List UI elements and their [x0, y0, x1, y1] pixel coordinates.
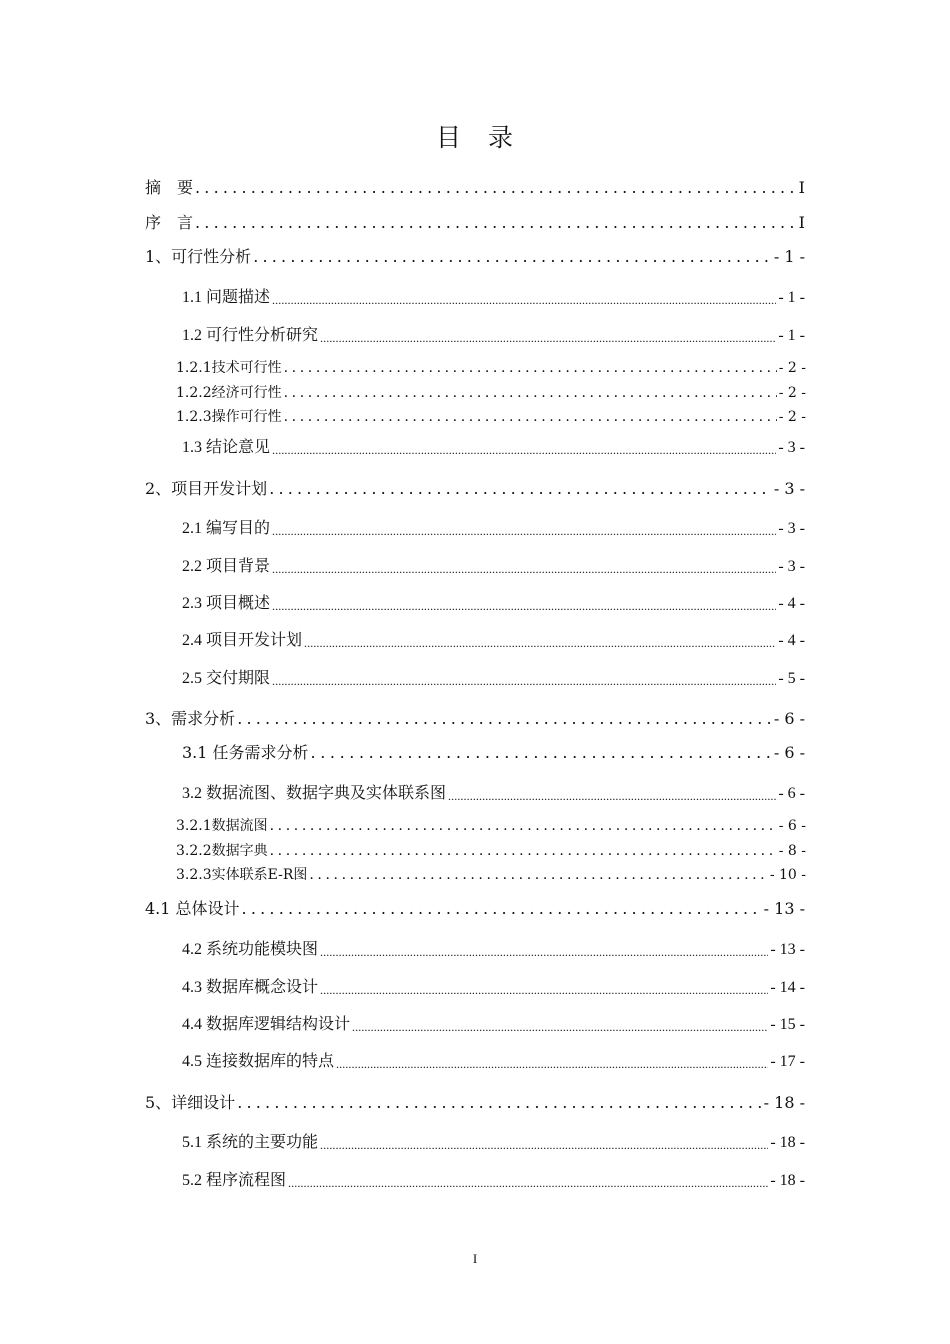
- toc-entry-1-2[interactable]: [182, 324, 805, 344]
- toc-entry-5-2[interactable]: [182, 1169, 805, 1189]
- toc-entry-page: - 18 -: [770, 1172, 805, 1189]
- toc-entry-label: 1.2.1技术可行性: [176, 360, 282, 376]
- toc-entry-label: 3.2.2数据字典: [176, 843, 268, 859]
- toc-leader-dots: [309, 868, 767, 882]
- toc-entry-5[interactable]: [145, 1091, 805, 1111]
- toc-entry-label: 3.2 数据流图、数据字典及实体联系图: [182, 785, 447, 802]
- toc-entry-2-5[interactable]: [182, 667, 805, 687]
- toc-leader-dots: [272, 600, 776, 612]
- toc-leader-dots: [272, 675, 776, 687]
- toc-entry-page: - 18 -: [770, 1134, 805, 1151]
- toc-entry-page: - 3 -: [778, 520, 805, 537]
- toc-entry-page: - 5 -: [778, 670, 805, 687]
- toc-leader-dots: [304, 637, 776, 649]
- toc-entry-label: 5.2 程序流程图: [182, 1172, 287, 1189]
- toc-leader-dots: [242, 901, 762, 917]
- toc-leader-dots: [270, 844, 777, 858]
- toc-entry-3-1[interactable]: [182, 741, 805, 761]
- toc-entry-page: - 2 -: [778, 385, 806, 401]
- toc-entry-4-3[interactable]: [182, 976, 805, 996]
- toc-entry-page: - 14 -: [770, 979, 805, 996]
- toc-entry-1-3[interactable]: [182, 436, 805, 456]
- toc-entry-page: - 8 -: [778, 843, 806, 859]
- toc-entry-label: 3.2.3实体联系E-R图: [176, 867, 308, 883]
- toc-entry-page: I: [798, 213, 805, 232]
- toc-entry-3-2-1[interactable]: [176, 813, 806, 833]
- toc-entry-3-2-3[interactable]: [176, 862, 806, 882]
- toc-entry-page: - 1 -: [778, 289, 805, 306]
- toc-entry-page: - 4 -: [778, 595, 805, 612]
- toc-leader-dots: [320, 1139, 768, 1151]
- page-title: 目 录: [435, 123, 514, 152]
- toc-entry-label: 3、需求分析: [145, 709, 236, 728]
- toc-entry-page: - 6 -: [773, 743, 805, 762]
- toc-entry-page: - 18 -: [763, 1093, 805, 1112]
- toc-leader-dots: [320, 332, 776, 344]
- toc-leader-dots: [253, 249, 772, 265]
- toc-leader-dots: [336, 1058, 768, 1070]
- page-number: I: [472, 1251, 478, 1266]
- toc-entry-label: 序 言: [145, 213, 194, 232]
- toc-entry-label: 4.2 系统功能模块图: [182, 941, 319, 958]
- toc-entry-page: - 4 -: [778, 632, 805, 649]
- toc-entry-1-2-1[interactable]: [176, 355, 806, 375]
- toc-entry-2-1[interactable]: [182, 517, 805, 537]
- toc-entry-3[interactable]: [145, 707, 805, 727]
- toc-entry-label: 4.1 总体设计: [145, 899, 240, 918]
- toc-entry-abstract[interactable]: [145, 176, 805, 196]
- toc-entry-page: - 13 -: [770, 941, 805, 958]
- toc-leader-dots: [284, 386, 777, 400]
- toc-entry-1[interactable]: [145, 245, 805, 265]
- toc-leader-dots: [195, 215, 797, 231]
- toc-leader-dots: [448, 790, 776, 802]
- toc-entry-page: - 3 -: [778, 439, 805, 456]
- toc-entry-2-3[interactable]: [182, 592, 805, 612]
- toc-leader-dots: [320, 946, 768, 958]
- toc-entry-page: - 2 -: [778, 409, 806, 425]
- toc-entry-label: 5.1 系统的主要功能: [182, 1134, 319, 1151]
- toc-leader-dots: [284, 361, 777, 375]
- toc-entry-label: 3.1 任务需求分析: [182, 743, 309, 762]
- toc-leader-dots: [272, 294, 776, 306]
- toc-entry-label: 2、项目开发计划: [145, 479, 268, 498]
- toc-entry-2[interactable]: [145, 477, 805, 497]
- toc-entry-4-2[interactable]: [182, 938, 805, 958]
- toc-entry-page: - 6 -: [773, 709, 805, 728]
- toc-entry-1-2-2[interactable]: [176, 380, 806, 400]
- toc-entry-label: 1、可行性分析: [145, 247, 252, 266]
- toc-entry-preface[interactable]: [145, 211, 805, 231]
- toc-entry-1-2-3[interactable]: [176, 404, 806, 424]
- toc-leader-dots: [284, 410, 777, 424]
- toc-entry-label: 2.5 交付期限: [182, 670, 271, 687]
- toc-entry-5-1[interactable]: [182, 1131, 805, 1151]
- toc-entry-label: 4.4 数据库逻辑结构设计: [182, 1016, 351, 1033]
- toc-entry-page: - 2 -: [778, 360, 806, 376]
- toc-leader-dots: [311, 745, 772, 761]
- toc-leader-dots: [352, 1021, 768, 1033]
- toc-entry-4-5[interactable]: [182, 1050, 805, 1070]
- toc-entry-label: 2.1 编写目的: [182, 520, 271, 537]
- toc-entry-label: 2.4 项目开发计划: [182, 632, 303, 649]
- toc-entry-3-2[interactable]: [182, 782, 805, 802]
- toc-leader-dots: [320, 984, 768, 996]
- toc-entry-3-2-2[interactable]: [176, 838, 806, 858]
- toc-leader-dots: [195, 180, 797, 196]
- toc-entry-4-4[interactable]: [182, 1013, 805, 1033]
- toc-entry-label: 4.5 连接数据库的特点: [182, 1053, 335, 1070]
- toc-leader-dots: [272, 444, 776, 456]
- toc-leader-dots: [269, 481, 772, 497]
- toc-entry-label: 1.2.2经济可行性: [176, 385, 282, 401]
- toc-entry-page: I: [798, 178, 805, 197]
- toc-leader-dots: [237, 711, 772, 727]
- toc-entry-label: 1.2 可行性分析研究: [182, 327, 319, 344]
- toc-entry-label: 1.3 结论意见: [182, 439, 271, 456]
- toc-leader-dots: [272, 563, 776, 575]
- toc-entry-4-1[interactable]: [145, 897, 805, 917]
- toc-entry-2-4[interactable]: [182, 629, 805, 649]
- toc-entry-label: 摘 要: [145, 178, 194, 197]
- toc-entry-page: - 6 -: [778, 818, 806, 834]
- toc-entry-page: - 3 -: [778, 558, 805, 575]
- toc-entry-label: 2.2 项目背景: [182, 558, 271, 575]
- toc-leader-dots: [288, 1177, 768, 1189]
- toc-entry-1-1[interactable]: [182, 286, 805, 306]
- toc-leader-dots: [270, 819, 777, 833]
- toc-entry-label: 2.3 项目概述: [182, 595, 271, 612]
- toc-leader-dots: [272, 525, 776, 537]
- toc-entry-page: - 6 -: [778, 785, 805, 802]
- toc-entry-label: 1.1 问题描述: [182, 289, 271, 306]
- toc-entry-2-2[interactable]: [182, 555, 805, 575]
- toc-entry-label: 3.2.1数据流图: [176, 818, 268, 834]
- toc-entry-page: - 15 -: [770, 1016, 805, 1033]
- toc-entry-page: - 1 -: [773, 247, 805, 266]
- toc-entry-page: - 3 -: [773, 479, 805, 498]
- toc-entry-page: - 17 -: [770, 1053, 805, 1070]
- toc-entry-label: 5、详细设计: [145, 1093, 236, 1112]
- toc-leader-dots: [237, 1095, 761, 1111]
- toc-entry-page: - 13 -: [763, 899, 805, 918]
- toc-entry-label: 4.3 数据库概念设计: [182, 979, 319, 996]
- toc-entry-page: - 1 -: [778, 327, 805, 344]
- toc-entry-page: - 10 -: [769, 867, 806, 883]
- toc-entry-label: 1.2.3操作可行性: [176, 409, 282, 425]
